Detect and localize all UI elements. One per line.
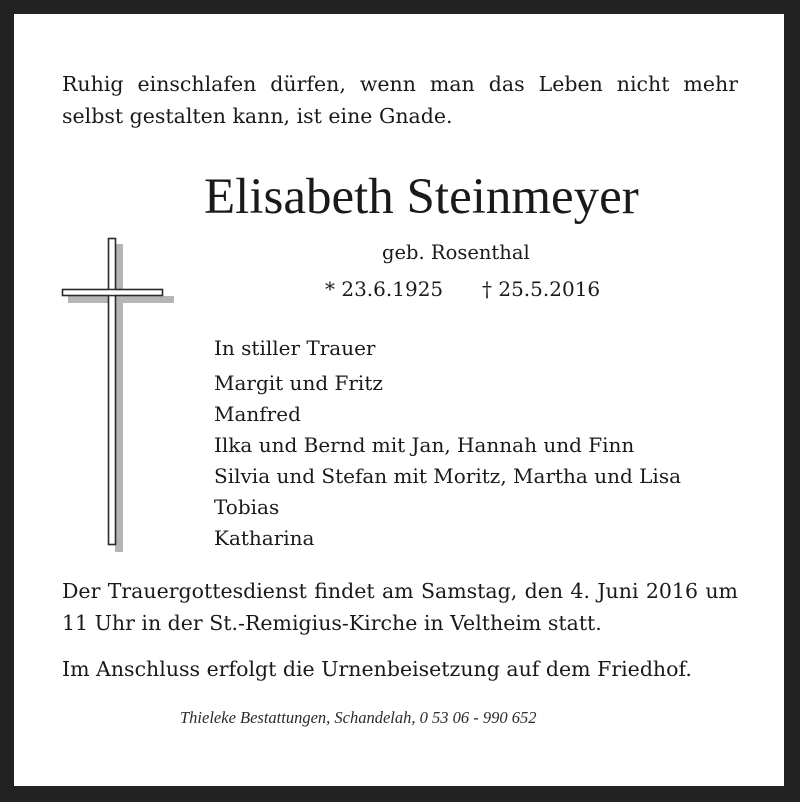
- motto-line-2: selbst gestalten kann, ist eine Gnade.: [62, 104, 453, 128]
- list-item: Ilka und Bernd mit Jan, Hannah und Finn: [214, 433, 635, 457]
- birth-date: * 23.6.1925: [325, 277, 444, 301]
- deceased-name: Elisabeth Steinmeyer: [204, 169, 639, 225]
- burial-info: Im Anschluss erfolgt die Urnenbeisetzung auf dem Friedhof.: [62, 657, 692, 681]
- cross-shadow-horizontal: [68, 296, 174, 303]
- list-item: Tobias: [214, 495, 280, 519]
- cross-icon: [58, 234, 174, 554]
- motto-line-1: Ruhig einschlafen dürfen, wenn man das Leben nicht mehr: [62, 72, 738, 96]
- list-item: Silvia und Stefan mit Moritz, Martha und Lisa: [214, 464, 682, 488]
- undertaker-info: Thieleke Bestattungen, Schandelah, 0 53 06 - 990 652: [180, 708, 537, 727]
- list-item: Margit und Fritz: [214, 371, 383, 395]
- death-date: † 25.5.2016: [482, 277, 601, 301]
- cross-vertical: [109, 239, 116, 545]
- service-line-1: Der Trauergottesdienst findet am Samstag, den 4. Juni 2016 um: [62, 579, 738, 603]
- list-item: Manfred: [214, 402, 301, 426]
- mourning-intro: In stiller Trauer: [214, 336, 376, 360]
- mourners-list: [214, 368, 681, 554]
- maiden-name: geb. Rosenthal: [382, 241, 530, 264]
- service-line-2: 11 Uhr in der St.-Remigius-Kirche in Veltheim statt.: [62, 611, 602, 635]
- list-item: Katharina: [214, 526, 315, 550]
